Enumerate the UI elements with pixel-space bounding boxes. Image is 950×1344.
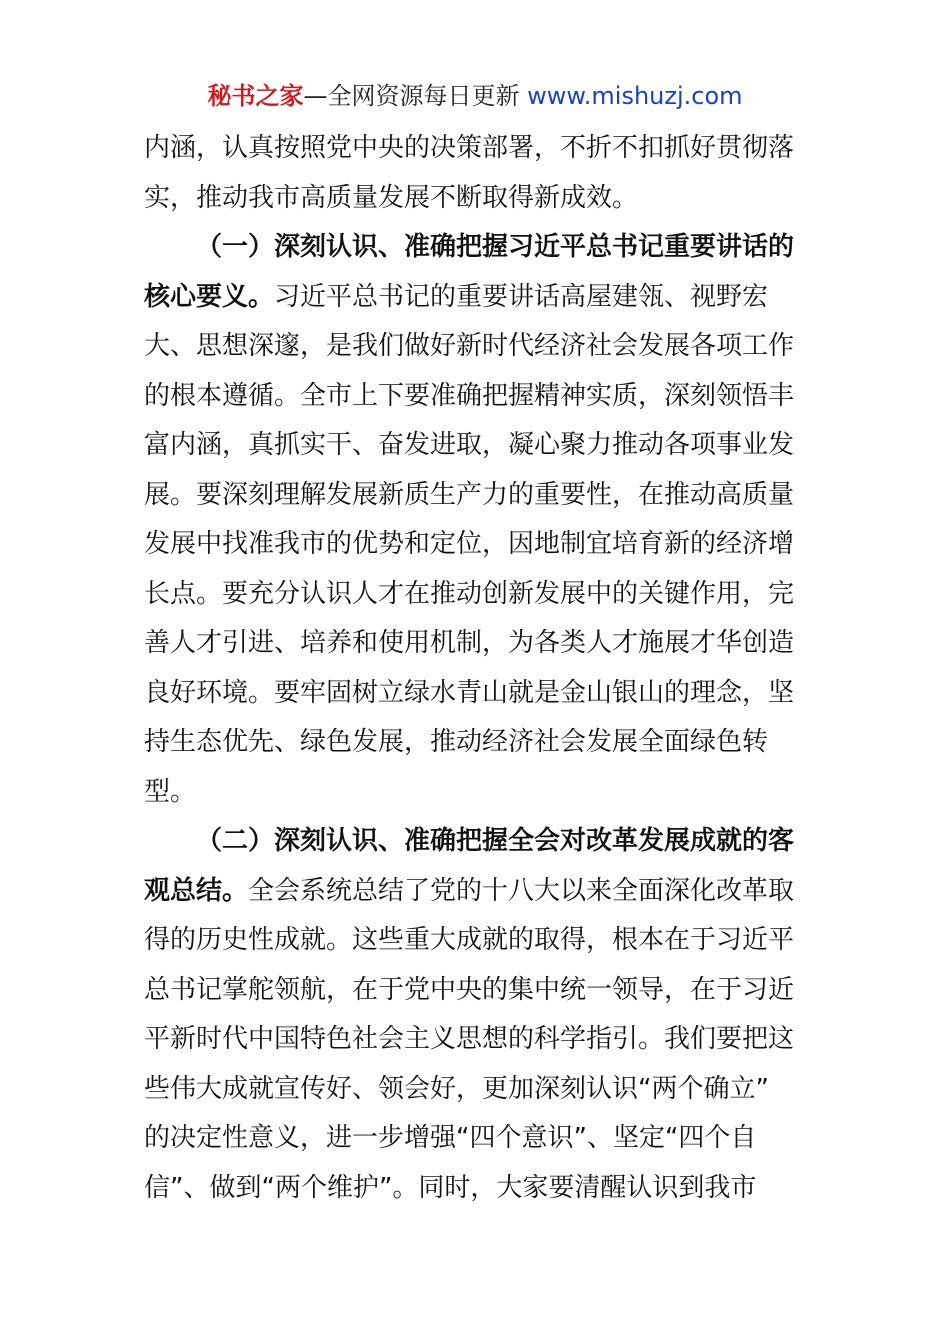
- text-line: [144, 867, 808, 917]
- site-tagline: —全网资源每日更新: [303, 82, 528, 110]
- text-segment: 全会系统总结了党的十八大以来全面深化改革取: [248, 875, 795, 906]
- text-line: 内涵，认真按照党中央的决策部署，不折不扣抓好贯彻落: [144, 133, 795, 163]
- text-line: 的决定性意义，进一步增强“四个意识”、坚定“四个自: [144, 1123, 757, 1153]
- text-line: 持生态优先、绿色发展，推动经济社会发展全面绿色转: [144, 727, 769, 757]
- text-line: 展。要深刻理解发展新质生产力的重要性，在推动高质量: [144, 479, 795, 510]
- section-heading-1: （一）深刻认识、准确把握习近平总书记重要讲话的: [196, 232, 795, 262]
- site-watermark-header: [0, 78, 950, 114]
- text-line: 的根本遵循。全市上下要准确把握精神实质，深刻领悟丰: [144, 380, 795, 411]
- text-line: 善人才引进、培养和使用机制，为各类人才施展才华创造: [144, 628, 795, 658]
- site-url: www.mishuzj.com: [527, 82, 743, 110]
- section-heading-2-tail: 观总结。: [144, 875, 249, 906]
- text-line: 得的历史性成就。这些重大成就的取得，根本在于习近平: [144, 925, 795, 955]
- text-line: 长点。要充分认识人才在推动创新发展中的关键作用，完: [144, 578, 795, 609]
- text-line: 信”、做到“两个维护”。同时，大家要清醒认识到我市: [144, 1172, 757, 1203]
- text-segment: 习近平总书记的重要讲话高屋建瓴、视野宏: [274, 281, 769, 312]
- text-line: 大、思想深邃，是我们做好新时代经济社会发展各项工作: [144, 331, 795, 361]
- section-heading-1-tail: 核心要义。: [144, 281, 275, 312]
- site-brand: 秘书之家: [207, 82, 304, 110]
- text-line: 实，推动我市高质量发展不断取得新成效。: [144, 182, 639, 213]
- text-line: 发展中找准我市的优势和定位，因地制宜培育新的经济增: [144, 529, 795, 559]
- text-line: 总书记掌舵领航，在于党中央的集中统一领导，在于习近: [144, 974, 795, 1005]
- text-line: 平新时代中国特色社会主义思想的科学指引。我们要把这: [144, 1024, 795, 1054]
- text-line: [144, 273, 808, 323]
- document-body: [144, 124, 808, 1213]
- text-line: 富内涵，真抓实干、奋发进取，凝心聚力推动各项事业发: [144, 430, 795, 460]
- text-line: 型。: [144, 776, 197, 807]
- text-line: 良好环境。要牢固树立绿水青山就是金山银山的理念，坚: [144, 677, 795, 708]
- section-heading-2: （二）深刻认识、准确把握全会对改革发展成就的客: [196, 826, 795, 856]
- text-line: 些伟大成就宣传好、领会好，更加深刻认识“两个确立”: [144, 1073, 769, 1104]
